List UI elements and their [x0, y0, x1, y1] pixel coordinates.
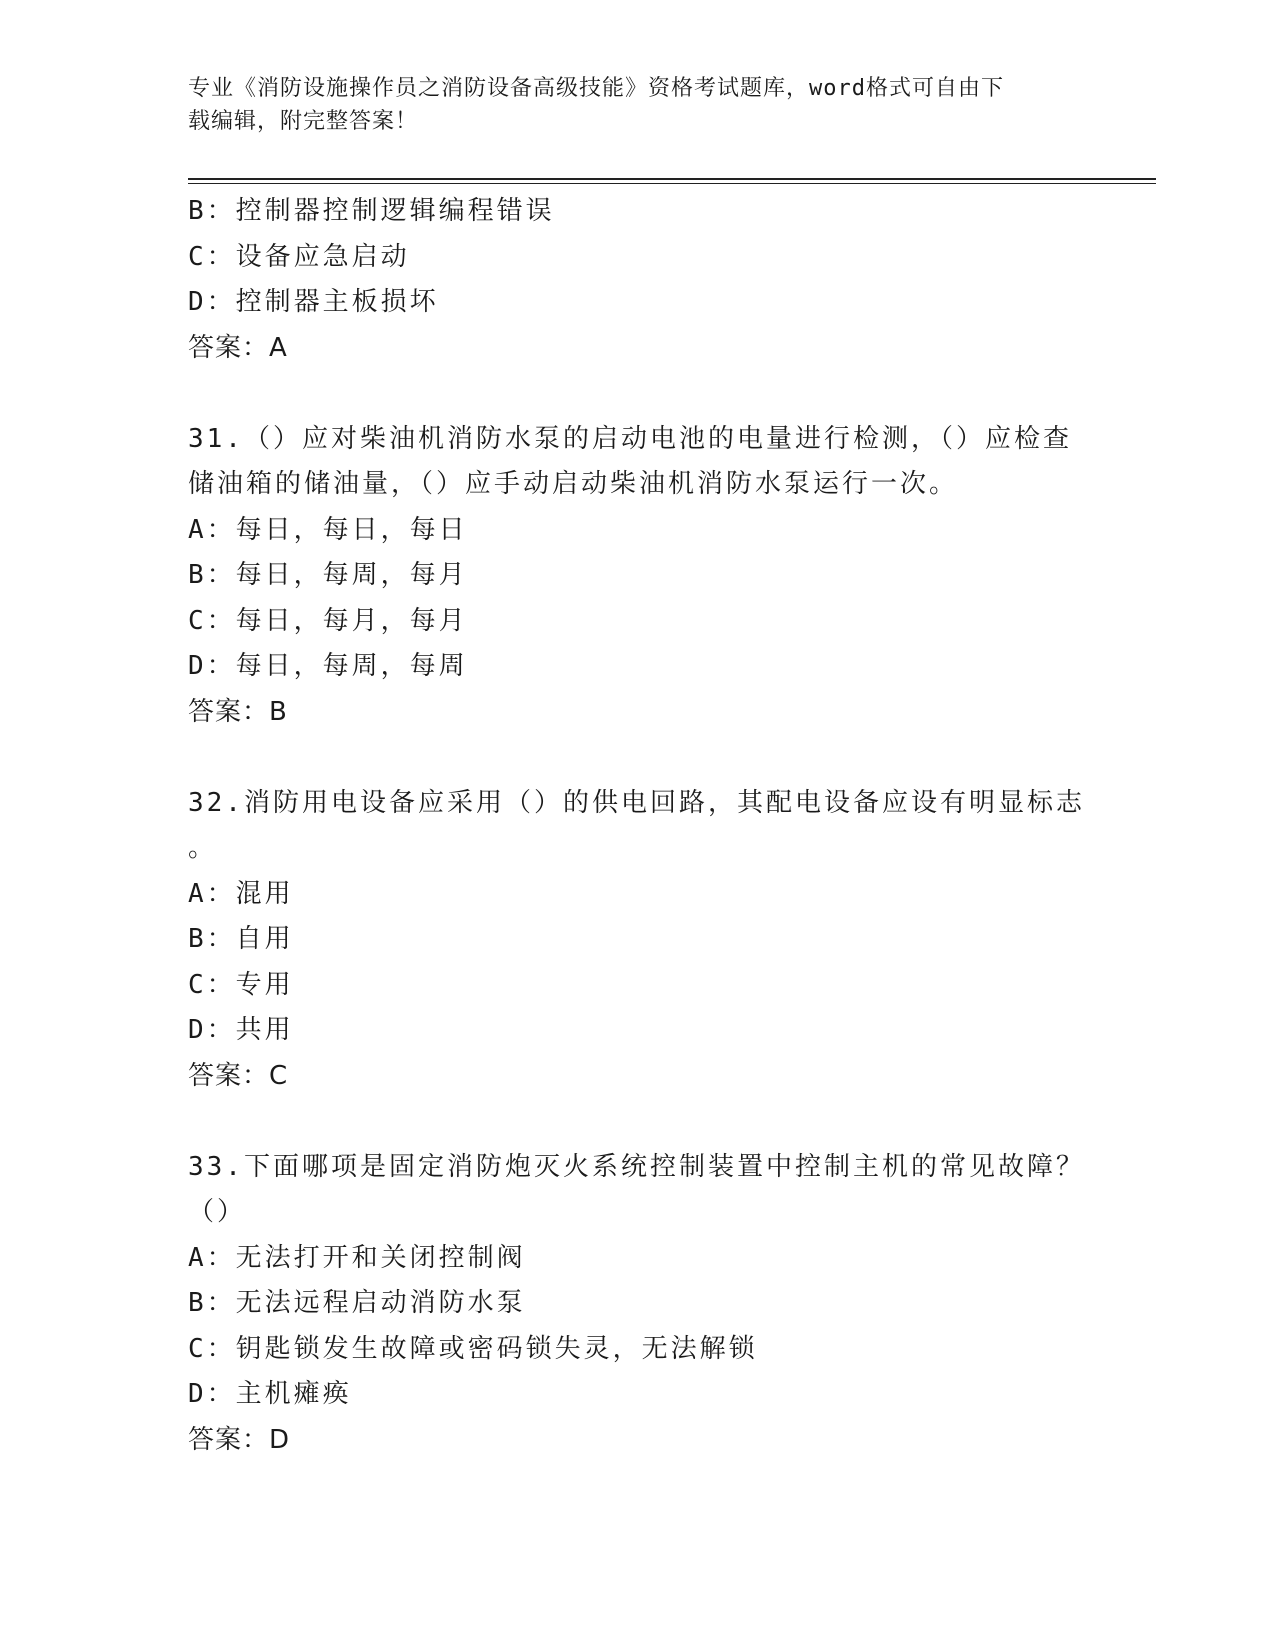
question-33: [188, 1145, 1088, 1464]
option-d: D：主机瘫痪: [188, 1379, 352, 1409]
option-c: C：钥匙锁发生故障或密码锁失灵，无法解锁: [188, 1333, 758, 1364]
option-d: D：共用: [188, 1015, 294, 1045]
option-c: C：每日，每月，每月: [188, 605, 468, 636]
spacer: [188, 371, 1088, 417]
option-b: B：自用: [188, 924, 294, 954]
question-31: [188, 417, 1088, 736]
option-c: C：专用: [188, 969, 294, 1000]
answer: 答案：A: [188, 332, 288, 363]
question-30: [188, 189, 1088, 371]
question-32: [188, 781, 1088, 1100]
question-text-line-1: 31.（）应对柴油机消防水泵的启动电池的电量进行检测，（）应检查: [188, 423, 1072, 454]
question-text-line-2: 。: [188, 833, 218, 863]
header-line-2: 载编辑，附完整答案！: [188, 109, 419, 134]
answer: 答案：D: [188, 1424, 291, 1455]
question-text-line-1: 32.消防用电设备应采用（）的供电回路，其配电设备应设有明显标志: [188, 787, 1085, 818]
question-text-line-1: 33.下面哪项是固定消防炮灭火系统控制装置中控制主机的常见故障？: [188, 1151, 1085, 1182]
option-a: A：混用: [188, 878, 294, 909]
header-rule-thick: [188, 178, 1156, 180]
page-header: [188, 72, 1088, 138]
question-list: [188, 189, 1088, 1463]
option-b: B：每日，每周，每月: [188, 560, 468, 590]
option-a: A：每日，每日，每日: [188, 514, 468, 545]
option-d: D：控制器主板损坏: [188, 287, 439, 317]
header-line-1: 专业《消防设施操作员之消防设备高级技能》资格考试题库，word格式可自由下: [188, 76, 1004, 101]
option-b: B：无法远程启动消防水泵: [188, 1288, 526, 1318]
option-d: D：每日，每周，每周: [188, 651, 468, 681]
option-a: A：无法打开和关闭控制阀: [188, 1242, 526, 1273]
spacer: [188, 735, 1088, 781]
answer: 答案：C: [188, 1060, 289, 1091]
option-b: B：控制器控制逻辑编程错误: [188, 196, 555, 226]
question-text-line-2: 储油箱的储油量，（）应手动启动柴油机消防水泵运行一次。: [188, 469, 959, 499]
option-c: C：设备应急启动: [188, 241, 410, 272]
header-rule-thin: [188, 183, 1156, 184]
answer: 答案：B: [188, 696, 288, 727]
question-text-line-2: （）: [188, 1197, 247, 1227]
spacer: [188, 1099, 1088, 1145]
